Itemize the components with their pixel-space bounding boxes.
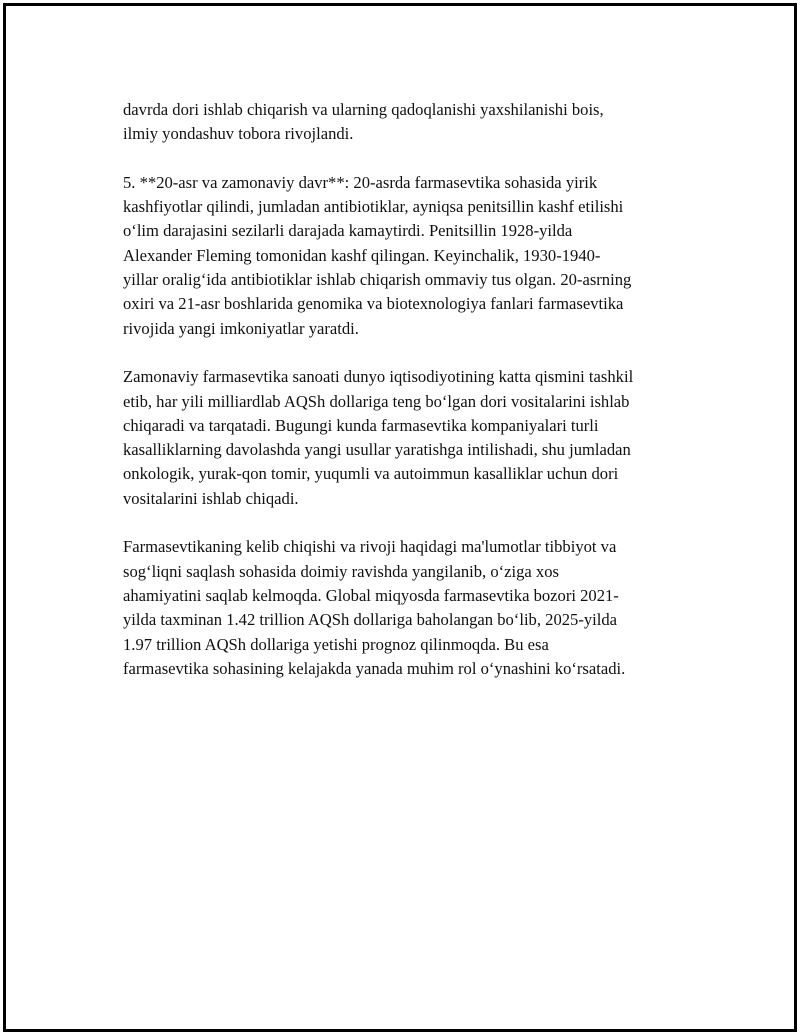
document-body [123, 98, 693, 705]
paragraph-production-continuation: davrda dori ishlab chiqarish va ularning qadoqlanishi yaxshilanishi bois, ilmiy yondashuv tobora rivojlandi. [123, 100, 604, 144]
paragraph-20th-century: 5. **20-asr va zamonaviy davr**: 20-asrda farmasevtika sohasida yirik kashfiyotlar qilindi, jumladan antibiotiklar, ayniqsa penitsillin kashf etilishi o‘lim darajasini sezilarli darajada kamaytirdi. Penitsillin 1928-yilda Alexander Fleming tomonidan kashf qilingan. Keyinchalik, 1930-1940- yillar oralig‘ida antibiotiklar ishlab chiqarish ommaviy tus olgan. 20-asrning oxiri va 21-asr boshlarida genomika va biotexnologiya fanlari farmasevtika rivojida yangi imkoniyatlar yaratdi. [123, 172, 632, 338]
paragraph-modern-industry: Zamonaviy farmasevtika sanoati dunyo iqtisodiyotining katta qismini tashkil etib, har yili milliardlab AQSh dollariga teng bo‘lgan dori vositalarini ishlab chiqaradi va tarqatadi. Bugungi kunda farmasevtika kompaniyalari turli kasalliklarning davolashda yangi usullar yaratishga intilishadi, shu jumladan onkologik, yurak-qon tomir, yuqumli va autoimmun kasalliklar uchun dori vositalarini ishlab chiqadi. [123, 367, 634, 508]
paragraph-global-market: Farmasevtikaning kelib chiqishi va rivoji haqidagi ma'lumotlar tibbiyot va sog‘liqni saqlash sohasida doimiy ravishda yangilanib, o‘ziga xos ahamiyatini saqlab kelmoqda. Global miqyosda farmasevtika bozori 2021- yilda taxminan 1.42 trillion AQSh dollariga baholangan bo‘lib, 2025-yilda 1.97 trillion AQSh dollariga yetishi prognoz qilinmoqda. Bu esa farmasevtika sohasining kelajakda yanada muhim rol o‘ynashini ko‘rsatadi. [123, 537, 626, 678]
page-frame [3, 3, 797, 1032]
